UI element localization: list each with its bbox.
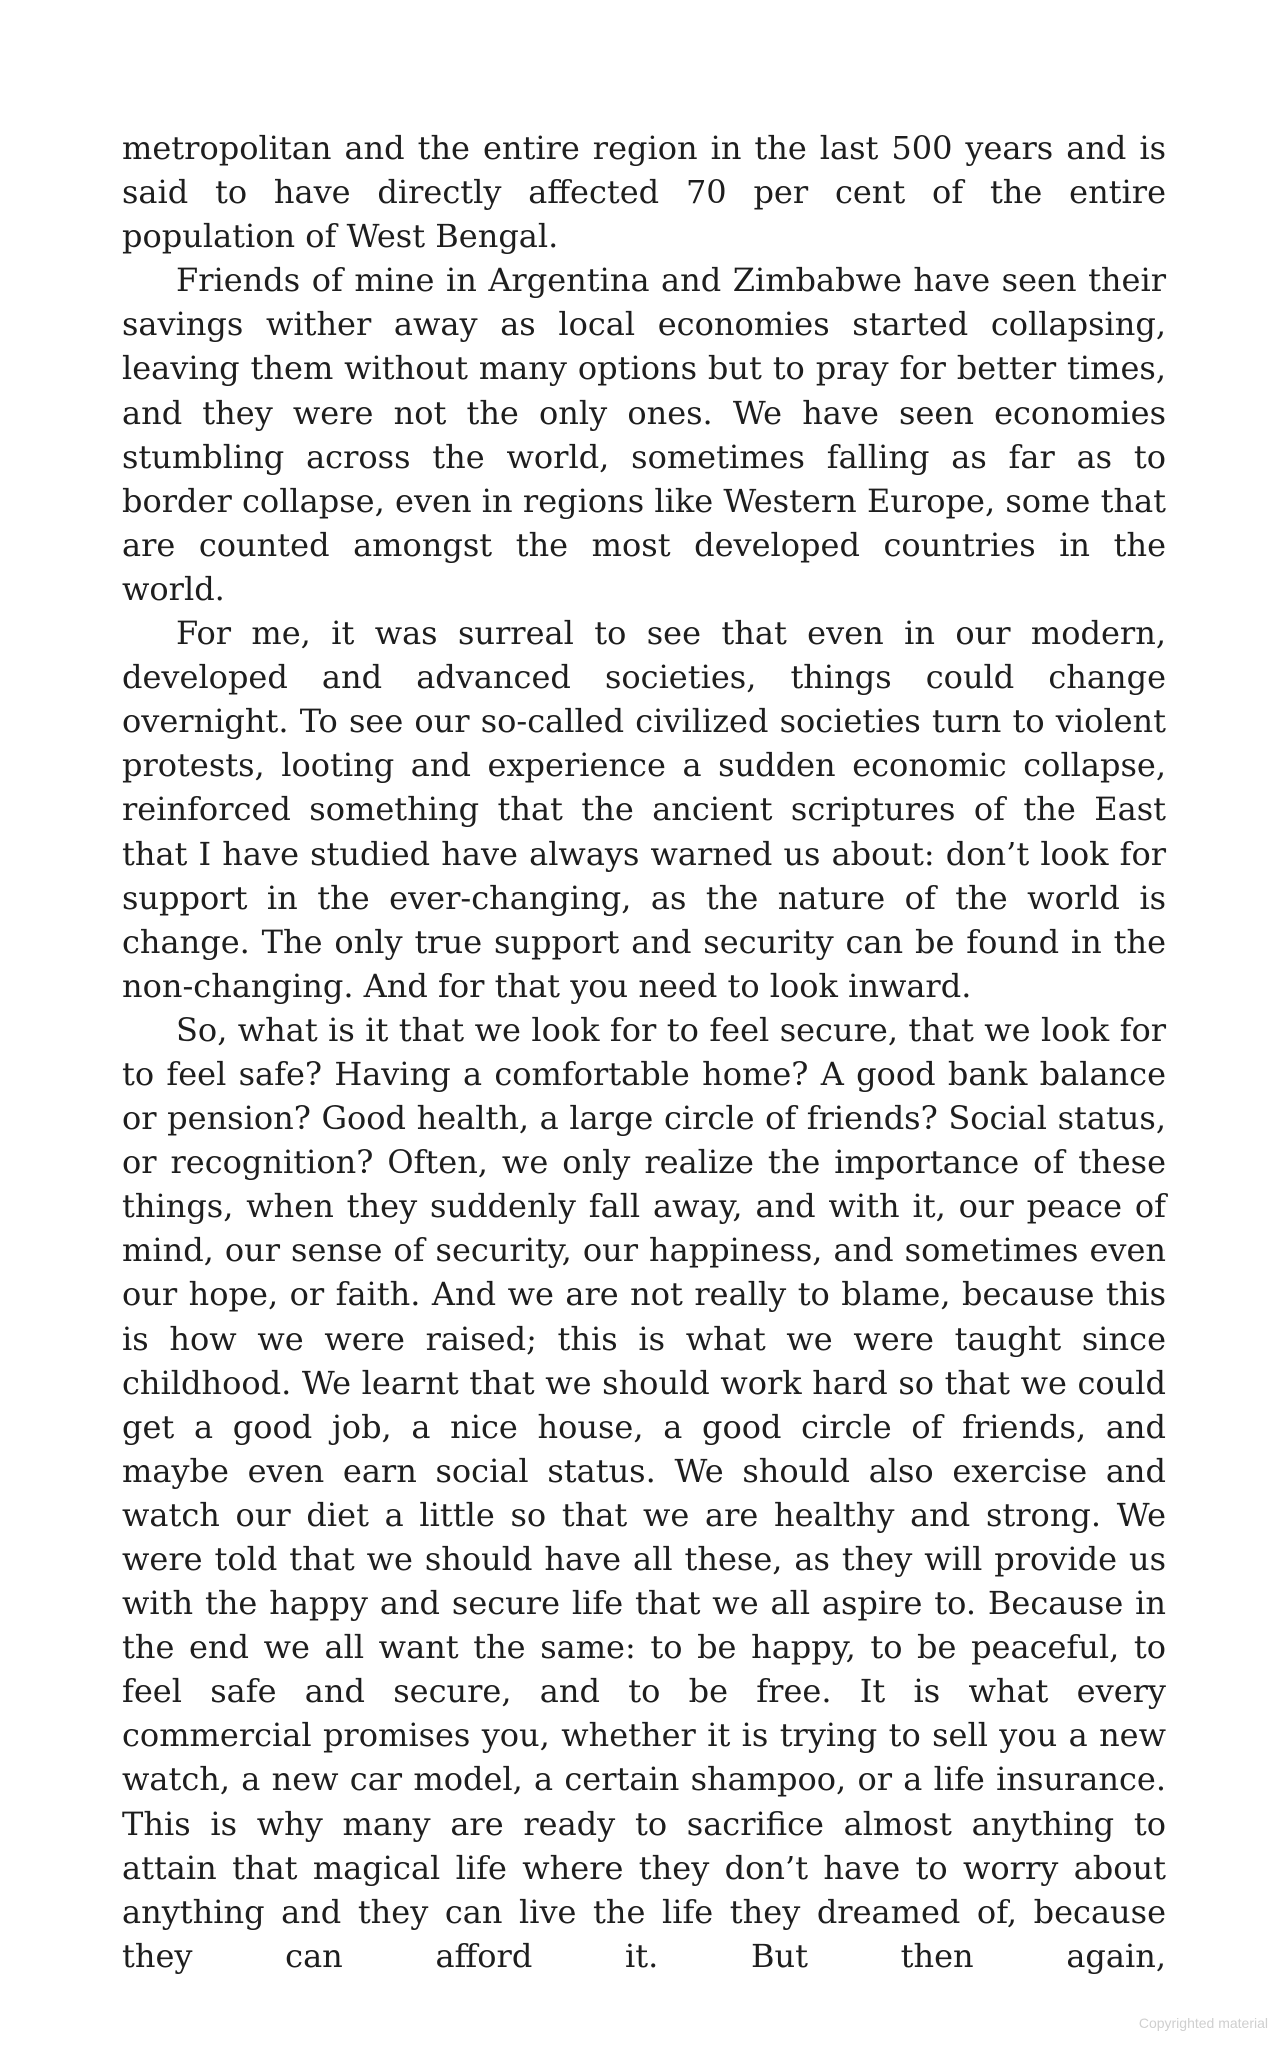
paragraph-friends: Friends of mine in Argentina and Zimbabwe have seen their savings wither away as local economies started collapsing, leaving them without many options but to pray for better times, and they were not the only ones. We have seen economies stumbling across the world, sometimes falling as far as to border collapse, even in regions like Western Europe, some that are counted amongst the most developed countries in the world. [122, 261, 1166, 608]
paragraph-secure: So, what is it that we look for to feel secure, that we look for to feel safe? Having a comfortable home? A good bank balance or pension? Good health, a large circle of friends? Social status, or recognition? Often, we only realize the importance of these things, when they suddenly fall away, and with it, our peace of mind, our sense of security, our happiness, and sometimes even our hope, or faith. And we are not really to blame, because this is how we were raised; this is what we were taught since childhood. We learnt that we should work hard so that we could get a good job, a nice house, a good circle of friends, and maybe even earn social status. We should also exercise and watch our diet a little so that we are healthy and strong. We were told that we should have all these, as they will provide us with the happy and secure life that we all aspire to. Because in the end we all want the same: to be happy, to be peaceful, to feel safe and secure, and to be free. It is what every commercial promises you, whether it is trying to sell you a new watch, a new car model, a certain shampoo, or a life insurance. This is why many are ready to sacrifice almost anything to attain that magical life where they don’t have to worry about anything and they can live the life they dreamed of, because they can afford it. But then again, [122, 1010, 1166, 1975]
body-text [122, 126, 1166, 1978]
copyright-watermark: Copyrighted material [1138, 2015, 1268, 2031]
paragraph-surreal: For me, it was surreal to see that even in our modern, developed and advanced societies, things could change overnight. To see our so-called civilized societies turn to violent protests, looting and experience a sudden economic collapse, reinforced something that the ancient scriptures of the East that I have studied have always warned us about: don’t look for support in the ever-changing, as the nature of the world is change. The only true support and security can be found in the non-changing. And for that you need to look inward. [122, 614, 1166, 1005]
paragraph-continuation: metropolitan and the entire region in the last 500 years and is said to have directly affected 70 per cent of the entire population of West Bengal. [122, 129, 1166, 256]
